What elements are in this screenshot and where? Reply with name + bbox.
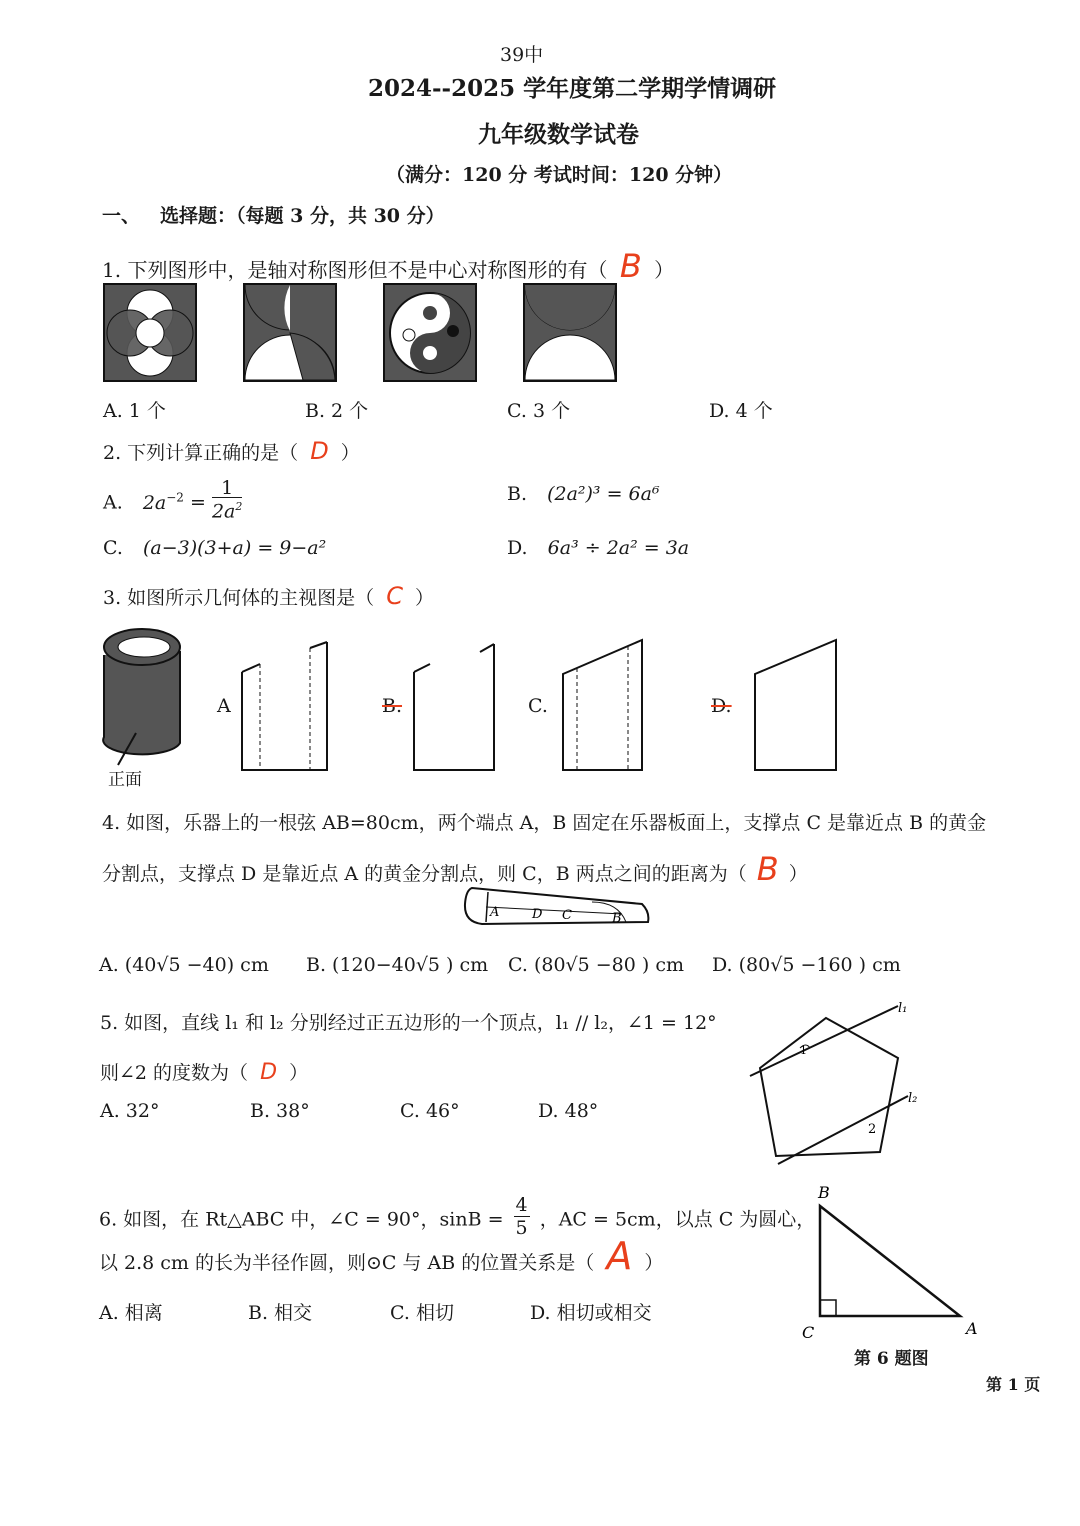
q6-close: ） [644, 1252, 664, 1274]
q5-option-c: C. 46° [400, 1100, 460, 1122]
q3-view-b [410, 638, 500, 773]
q6-text-a: 6. 如图，在 Rt△ABC 中，∠C = 90°，sinB = [99, 1208, 504, 1231]
q6-text: 以 2.8 cm 的长为半径作圆，则⊙C 与 AB 的位置关系是（ [99, 1252, 595, 1274]
q4-close: ） [788, 863, 808, 885]
q2-option-c-label: C. [103, 537, 123, 559]
q2-option-a-label: A. [103, 491, 123, 514]
q1-text: 1. 下列图形中，是轴对称图形但不是中心对称图形的有（ [102, 258, 608, 282]
q2-option-c [103, 537, 326, 559]
q2-close: ） [340, 442, 360, 464]
q6-option-b: B. 相交 [248, 1302, 313, 1324]
q4-option-d: D. (80√5 −160 ) cm [712, 954, 901, 976]
q2-option-a-den: 2a [211, 500, 236, 523]
q4-stem-line2 [102, 850, 808, 888]
q4-fig-label-d: D [532, 907, 543, 922]
q6-text-b: ，AC = 5cm，以点 C 为圆心， [539, 1208, 816, 1231]
q6-figure-caption: 第 6 题图 [854, 1349, 929, 1369]
page-number: 第 1 页 [986, 1375, 1041, 1394]
q6-frac-num: 4 [515, 1194, 528, 1216]
q2-option-b-label: B. [507, 483, 528, 505]
q6-frac-den: 5 [515, 1217, 528, 1239]
exam-info: （满分：120 分 考试时间：120 分钟） [386, 164, 733, 186]
q4-fig-label-b: B [612, 911, 622, 926]
q6-option-c: C. 相切 [390, 1302, 454, 1324]
q1-figure-1 [103, 283, 199, 383]
q2-option-b [507, 483, 660, 505]
q5-close: ） [289, 1062, 309, 1084]
q2-option-a-den-exp: 2 [235, 500, 243, 513]
q4-fig-label-a: A [490, 905, 500, 920]
q1-close: ） [654, 258, 675, 282]
q2-option-a-fraction [211, 477, 243, 523]
q1-answer: B [619, 247, 642, 285]
q4-instrument-figure [462, 882, 652, 932]
q2-option-d-label: D. [507, 537, 528, 559]
q3-view-a [240, 638, 330, 773]
q5-answer: D [260, 1060, 278, 1085]
q2-answer: D [310, 437, 329, 465]
q3-label-d: D. [711, 695, 732, 717]
exam-title: 2024--2025 学年度第二学期学情调研 [368, 75, 777, 102]
q4-option-c: C. (80√5 −80 ) cm [508, 954, 685, 976]
q5-option-b: B. 38° [250, 1100, 310, 1122]
q4-answer: B [756, 850, 779, 888]
q2-option-d [507, 537, 689, 559]
q3-answer: C [386, 582, 403, 610]
q4-fig-label-c: C [562, 908, 572, 923]
q1-figure-3 [383, 283, 479, 383]
q2-option-c-expr: (a−3)(3+a) = 9−a² [142, 537, 327, 559]
q2-stem [103, 437, 360, 465]
q4-option-b: B. (120−40√5 ) cm [306, 954, 489, 976]
q1-figure-2 [243, 283, 339, 383]
section-title: 选择题：（每题 3 分，共 30 分） [160, 205, 445, 227]
q5-fig-label-angle2: 2 [868, 1122, 877, 1137]
q4-stem-line1: 4. 如图，乐器上的一根弦 AB=80cm，两个端点 A，B 固定在乐器板面上，支撑点 C 是靠近点 B 的黄金 [102, 812, 987, 834]
q3-stem [103, 582, 434, 610]
q2-option-d-expr: 6a³ ÷ 2a² = 3a [547, 537, 690, 559]
q3-solid-figure [100, 625, 190, 765]
section-number: 一、 [102, 205, 141, 227]
q3-front-label: 正面 [108, 770, 142, 790]
q6-fig-label-a: A [966, 1319, 978, 1338]
q3-view-c [560, 636, 646, 773]
exam-subtitle: 九年级数学试卷 [478, 121, 639, 148]
q3-view-d [752, 636, 842, 773]
q2-option-a-num: 1 [212, 479, 242, 498]
q1-option-d: D. 4 个 [709, 400, 773, 422]
q6-fraction [514, 1194, 530, 1239]
q2-option-a-eq: = [189, 491, 206, 514]
q5-text: 则∠2 的度数为（ [100, 1062, 249, 1084]
q2-option-b-expr: (2a²)³ = 6a⁶ [547, 483, 660, 505]
q6-option-d: D. 相切或相交 [530, 1302, 652, 1324]
q3-label-b: B. [382, 695, 403, 717]
q5-fig-label-l2: l₂ [908, 1091, 918, 1106]
q4-text: 分割点，支撑点 D 是靠近点 A 的黄金分割点，则 C，B 两点之间的距离为（ [102, 863, 747, 885]
q6-fig-label-c: C [802, 1323, 815, 1342]
q1-option-a: A. 1 个 [103, 400, 166, 422]
q1-option-b: B. 2 个 [305, 400, 369, 422]
q2-option-a [103, 477, 243, 524]
q5-pentagon-figure [748, 996, 918, 1168]
q5-option-d: D. 48° [538, 1100, 599, 1122]
q2-option-a-exp: −2 [166, 490, 184, 505]
q6-stem-line2 [99, 1234, 664, 1278]
q3-label-a: A [217, 695, 231, 717]
q3-close: ） [415, 587, 435, 609]
q1-figure-4 [523, 283, 619, 383]
q4-option-a: A. (40√5 −40) cm [99, 954, 269, 976]
q6-triangle-figure [800, 1178, 990, 1343]
q6-stem-line1 [99, 1194, 816, 1243]
q6-fig-label-b: B [818, 1183, 830, 1202]
q5-stem-line1: 5. 如图，直线 l₁ 和 l₂ 分别经过正五边形的一个顶点，l₁ // l₂，∠1 = 12° [100, 1012, 717, 1034]
q6-answer: A [606, 1234, 633, 1278]
q2-option-a-lhs: 2a [142, 491, 167, 514]
q6-option-a: A. 相离 [99, 1302, 163, 1324]
q3-label-c: C. [528, 695, 548, 717]
q5-option-a: A. 32° [100, 1100, 160, 1122]
q5-fig-label-l1: l₁ [898, 1001, 908, 1016]
school-tag: 39中 [500, 44, 544, 66]
q5-stem-line2 [100, 1058, 308, 1085]
q3-text: 3. 如图所示几何体的主视图是（ [103, 587, 375, 609]
q1-stem [102, 247, 674, 285]
q2-text: 2. 下列计算正确的是（ [103, 442, 299, 464]
q1-option-c: C. 3 个 [507, 400, 571, 422]
q5-fig-label-angle1: 1 [800, 1044, 807, 1057]
